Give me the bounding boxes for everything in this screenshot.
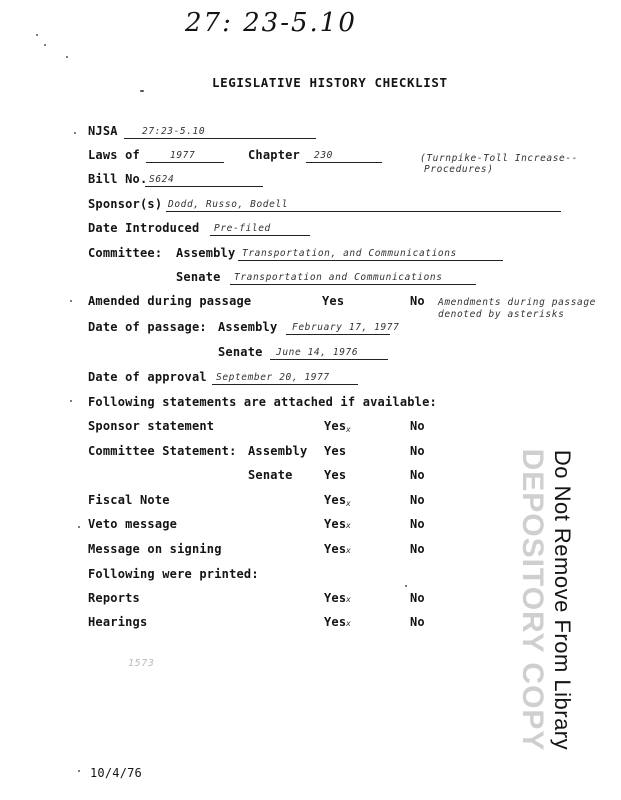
attached-row-no: No (410, 419, 425, 433)
passage-senate-value: June 14, 1976 (276, 347, 359, 358)
bill-no-value: S624 (149, 174, 175, 185)
amended-no: No (410, 294, 425, 308)
passage-assembly-value: February 17, 1977 (292, 322, 400, 333)
laws-of-label: Laws of (88, 148, 140, 162)
scan-speck (78, 526, 80, 528)
scan-speck (405, 585, 407, 587)
attached-row-label: Veto message (88, 517, 178, 531)
printed-row-no: No (410, 615, 425, 629)
sponsors-value: Dodd, Russo, Bodell (168, 199, 289, 210)
chapter-value: 230 (314, 150, 333, 161)
scan-speck (44, 44, 46, 46)
bill-no-field (145, 172, 263, 187)
stamp-line1: Do Not Remove From Library (550, 449, 575, 751)
amended-yes: Yes (322, 294, 345, 308)
passage-senate-field (270, 345, 388, 360)
attached-row-sub: Senate (248, 468, 293, 482)
date-introduced-label: Date Introduced (88, 221, 200, 235)
margin-note: 1573 (128, 658, 155, 669)
date-introduced-value: Pre-filed (214, 223, 271, 234)
attached-row-label: Sponsor statement (88, 419, 215, 433)
attached-row-mark: x (346, 546, 352, 555)
printed-row-label: Reports (88, 591, 140, 605)
handwritten-header: 27: 23-5.10 (185, 8, 357, 38)
committee-senate-value: Transportation and Communications (234, 272, 443, 283)
passage-label: Date of passage: (88, 320, 207, 334)
date-introduced-field (210, 221, 310, 236)
printed-row-no: No (410, 591, 425, 605)
attached-row-label: Message on signing (88, 542, 222, 556)
scan-speck (74, 132, 76, 134)
stamp-line2: DEPOSITORY COPY (516, 448, 549, 752)
scan-speck (66, 56, 68, 58)
printed-row-label: Hearings (88, 615, 148, 629)
scan-speck (70, 300, 72, 302)
scan-speck (36, 34, 38, 36)
bill-no-label: Bill No. (88, 172, 148, 186)
committee-label: Committee: (88, 246, 163, 260)
attached-row-yes: Yes (324, 493, 347, 507)
njsa-label: NJSA (88, 124, 118, 138)
chapter-label: Chapter (248, 148, 300, 162)
passage-senate-label: Senate (218, 345, 263, 359)
depository-stamp (470, 448, 620, 752)
chapter-note-line2: Procedures) (424, 164, 494, 175)
chapter-note-line1: (Turnpike-Toll Increase-- (420, 153, 578, 164)
committee-assembly-field (238, 246, 503, 261)
page-title: LEGISLATIVE HISTORY CHECKLIST (212, 75, 448, 90)
passage-assembly-field (286, 320, 400, 335)
attached-row-label: Committee Statement: (88, 444, 237, 458)
printed-row-yes: Yes (324, 615, 347, 629)
approval-value: September 20, 1977 (216, 372, 330, 383)
attached-row-label: Fiscal Note (88, 493, 170, 507)
attached-row-yes: Yes (324, 444, 347, 458)
printed-row-yes: Yes (324, 591, 347, 605)
laws-of-value: 1977 (170, 150, 196, 161)
approval-label: Date of approval (88, 370, 207, 384)
passage-assembly-label: Assembly (218, 320, 278, 334)
committee-senate-label: Senate (176, 270, 221, 284)
scan-speck (70, 400, 72, 402)
amended-note-line2: denoted by asterisks (438, 309, 565, 320)
laws-of-field (146, 148, 224, 163)
sponsors-field (166, 197, 561, 212)
attached-row-no: No (410, 517, 425, 531)
committee-assembly-value: Transportation, and Communications (242, 248, 457, 259)
attached-row-mark: x (346, 521, 352, 530)
footer-date: 10/4/76 (90, 766, 142, 780)
committee-assembly-label: Assembly (176, 246, 236, 260)
attached-row-no: No (410, 468, 425, 482)
attached-row-mark: x (346, 425, 352, 434)
scan-speck (78, 770, 80, 772)
attached-row-yes: Yes (324, 468, 347, 482)
approval-field (212, 370, 358, 385)
attached-row-yes: Yes (324, 419, 347, 433)
printed-row-mark: x (346, 619, 352, 628)
attached-row-yes: Yes (324, 542, 347, 556)
sponsors-label: Sponsor(s) (88, 197, 163, 211)
printed-heading: Following were printed: (88, 567, 259, 581)
attached-row-mark: x (346, 499, 352, 508)
njsa-field (124, 124, 316, 139)
printed-row-mark: x (346, 595, 352, 604)
chapter-field (306, 148, 382, 163)
amended-label: Amended during passage (88, 294, 252, 308)
attached-heading: Following statements are attached if available: (88, 395, 437, 409)
attached-row-no: No (410, 444, 425, 458)
attached-row-sub: Assembly (248, 444, 308, 458)
committee-senate-field (230, 270, 476, 285)
amended-note-line1: Amendments during passage (438, 297, 596, 308)
attached-row-yes: Yes (324, 517, 347, 531)
attached-row-no: No (410, 493, 425, 507)
scan-speck (140, 90, 144, 92)
njsa-value: 27:23-5.10 (142, 126, 206, 137)
attached-row-no: No (410, 542, 425, 556)
